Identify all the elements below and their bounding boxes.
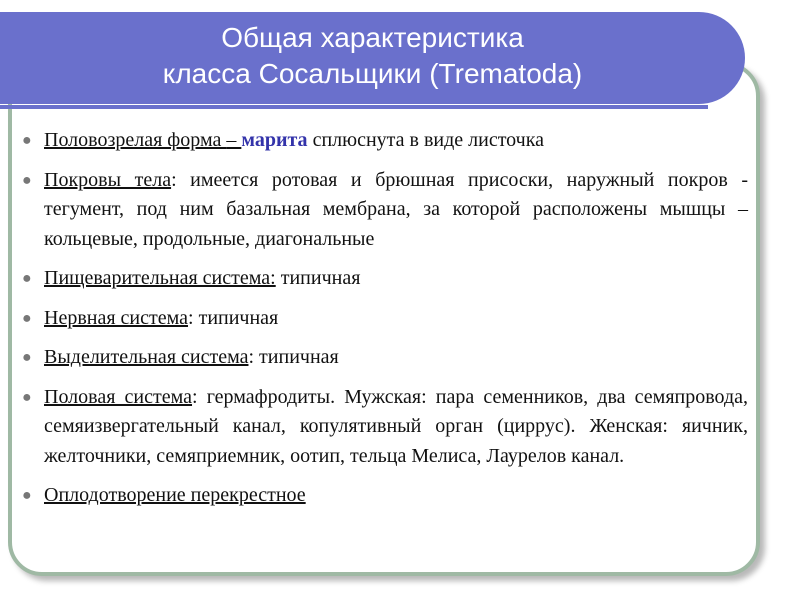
title-line-2: класса Сосальщики (Trematoda) [162,58,583,89]
item-label: Оплодотворение перекрестное [44,484,306,506]
bullet-icon: ● [22,171,32,189]
title-line-1: Общая характеристика [221,22,524,53]
item-text: : гермафродиты. Мужская: пара семенников, два семяпровода, семяизвергательный канал, копулятивный орган (циррус). Женская: яичник, желточники, семяприемник, оотип, тельца Мелиса, Лаурелов канал. [44,385,748,467]
slide-title [0,12,745,104]
item-label: Покровы тела [44,168,172,191]
item-text: типичная [275,267,361,289]
list-item-nervous [22,304,748,334]
list-item-fertilization [22,481,748,511]
bullet-icon: ● [22,132,32,149]
list-item-reproductive [22,383,748,472]
item-label: Пищеварительная система: [44,267,276,289]
item-separator: – [226,129,242,151]
item-text: : типичная [248,346,339,368]
item-highlight: марита [241,129,308,151]
list-item-body-cover [22,166,748,255]
list-item-excretory [22,343,748,373]
bullet-icon: ● [22,349,32,366]
list-item-digestive [22,264,748,294]
bullet-icon: ● [22,487,32,504]
title-underline [0,105,708,109]
item-text: сплюснута в виде листочка [307,129,545,151]
item-text: : имеется ротовая и брюшная присоски, наружный покров - тегумент, под ним базальная мембрана, за которой расположены мышцы – кольцевые, продольные, диагональные [44,168,749,250]
item-label: Нервная система [44,306,189,329]
item-label: Половая система [44,385,193,408]
bullet-icon: ● [22,388,32,406]
list-item-mature-form [22,126,748,156]
bullet-icon: ● [22,270,32,287]
item-text: : типичная [188,306,279,329]
item-label: Половозрелая форма [44,129,227,151]
bullet-icon: ● [22,309,32,327]
item-label: Выделительная система [44,346,249,368]
bullet-list [22,126,748,521]
